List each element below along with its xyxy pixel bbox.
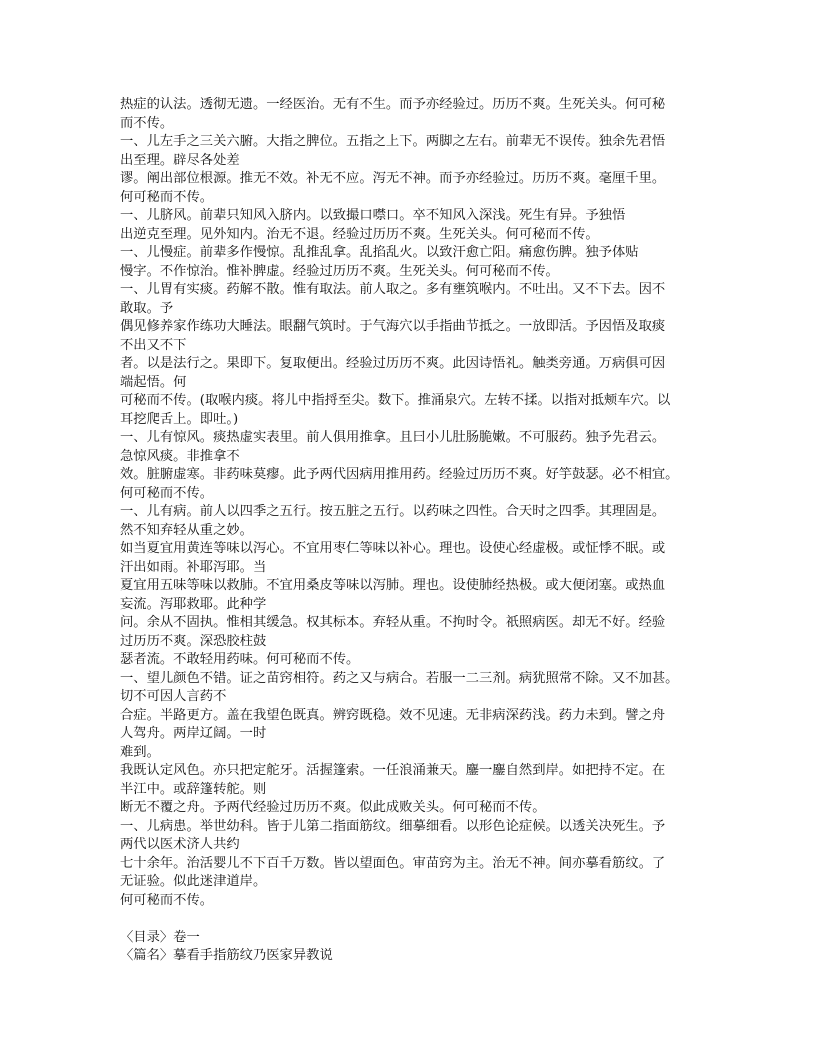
text-line: 然不知弃轻从重之妙。 (120, 522, 253, 538)
text-line: 一、儿病患。举世幼科。皆于儿第二指面筋纹。细摹细看。以形色论症候。以透关决死生。予 (120, 818, 666, 834)
text-line: 一、儿有病。前人以四季之五行。按五脏之五行。以药味之四性。合天时之四季。其理固是。 (120, 504, 666, 519)
text-line: 何可秘而不传。 (120, 485, 214, 501)
text-line: 我既认定风色。亦只把定舵牙。活握篷索。一任浪涌兼天。鏖一鏖自然到岸。如把持不定。在 (120, 763, 666, 778)
text-line: 可秘而不传。(取喉内痰。将儿中指捋至尖。数下。推涌泉穴。左转不揉。以指对抵颊车穴。以 (120, 393, 671, 408)
text-line: 一、儿胃有实痰。药解不散。惟有取法。前人取之。多有壅筑喉内。不吐出。又不下去。因不 (120, 282, 666, 297)
text-line: 谬。阐出部位根源。推无不效。补无不应。泻无不神。而予亦经验过。历历不爽。毫厘千里。 (120, 171, 666, 186)
text-line: 过历历不爽。深恐胶柱鼓 (120, 633, 267, 649)
text-line: 而不传。 (120, 115, 174, 131)
text-line: 何可秘而不传。 (120, 189, 214, 205)
text-line: 难到。 (120, 744, 160, 760)
text-line: 七十余年。治活婴儿不下百千万数。皆以望面色。审苗窍为主。治无不神。间亦摹看筋纹。了 (120, 855, 666, 871)
text-line: 瑟者流。不敢轻用药味。何可秘而不传。 (120, 652, 360, 667)
text-line: 慢字。不作惊治。惟补脾虚。经验过历历不爽。生死关头。何可秘而不传。 (120, 263, 559, 279)
text-line: 断无不覆之舟。予两代经验过历历不爽。似此成败关头。何可秘而不传。 (120, 800, 546, 815)
text-line: 无证验。似此迷津道岸。 (120, 874, 267, 889)
text-line: 一、儿脐风。前辈只知风入脐内。以致撮口噤口。卒不知风入深浅。死生有异。予独悟 (120, 208, 626, 223)
text-line: 切不可因人言药不 (120, 689, 227, 704)
text-line: 出至理。辟尽各处差 (120, 152, 240, 168)
text-line: 妄流。泻耶救耶。此种学 (120, 596, 267, 612)
text-line: 夏宜用五味等味以救肺。不宜用桑皮等味以泻肺。理也。设使肺经热极。或大便闭塞。或热血 (120, 578, 666, 593)
text-line: 一、儿有惊风。痰热虚实表里。前人俱用推拿。且曰小儿肚肠脆嫩。不可服药。独予先君云。 (120, 430, 666, 445)
body-text (120, 96, 700, 910)
text-line: 者。以是法行之。果即下。复取便出。经验过历历不爽。此因诗悟礼。触类旁通。万病俱可因 (120, 356, 666, 371)
text-line: 敢取。予 (120, 300, 174, 316)
text-line: 如当夏宜用黄连等味以泻心。不宜用枣仁等味以补心。理也。设使心经虚极。或怔悸不眠。或 (120, 541, 666, 556)
text-line: 何可秘而不传。 (120, 892, 214, 908)
text-line: 一、儿慢症。前辈多作慢惊。乱推乱拿。乱掐乱火。以致汗愈亡阳。痛愈伤脾。独予体贴 (120, 245, 639, 260)
text-line: 问。余从不固执。惟相其缓急。权其标本。弃轻从重。不拘时令。祇照病医。却无不好。经验 (120, 615, 666, 630)
text-line: 一、儿左手之三关六腑。大指之脾位。五指之上下。两脚之左右。前辈无不误传。独余先君悟 (120, 134, 666, 149)
text-line: 半江中。或辞篷转舵。则 (120, 781, 267, 797)
text-line: 热症的认法。透彻无遗。一经医治。无有不生。而予亦经验过。历历不爽。生死关头。何可秘 (120, 97, 666, 112)
text-line: 耳挖爬舌上。即吐。) (120, 411, 239, 427)
text-line: 两代以医术济人共约 (120, 837, 240, 852)
text-line: 人驾舟。两岸辽阔。一时 (120, 726, 267, 741)
catalog-heading: 〈目录〉卷一 (120, 929, 200, 945)
document-page (120, 96, 700, 966)
text-line: 急惊风痰。非推拿不 (120, 448, 240, 464)
text-line: 合症。半路更方。盖在我望色既真。辨窍既稳。效不见速。无非病深药浅。药力未到。譬之舟 (120, 707, 666, 723)
text-line: 不出又不下 (120, 337, 187, 353)
text-line: 汗出如雨。补耶泻耶。当 (120, 559, 267, 575)
text-line: 端起悟。何 (120, 374, 187, 390)
text-line: 偶见修养家作练功大睡法。眼翻气筑时。于气海穴以手指曲节抵之。一放即活。予因悟及取痰 (120, 319, 666, 334)
chapter-heading: 〈篇名〉摹看手指筋纹乃医家异教说 (120, 948, 333, 963)
blank-line (120, 910, 700, 929)
text-line: 出逆克至理。见外知内。治无不退。经验过历历不爽。生死关头。何可秘而不传。 (120, 226, 599, 242)
text-line: 一、望儿颜色不错。证之苗窍相符。药之又与病合。若服一二三剂。病犹照常不除。又不加甚。 (120, 670, 679, 686)
text-line: 效。脏腑虚寒。非药味莫瘳。此予两代因病用推用药。经验过历历不爽。好竽鼓瑟。必不相宜。 (120, 467, 679, 482)
